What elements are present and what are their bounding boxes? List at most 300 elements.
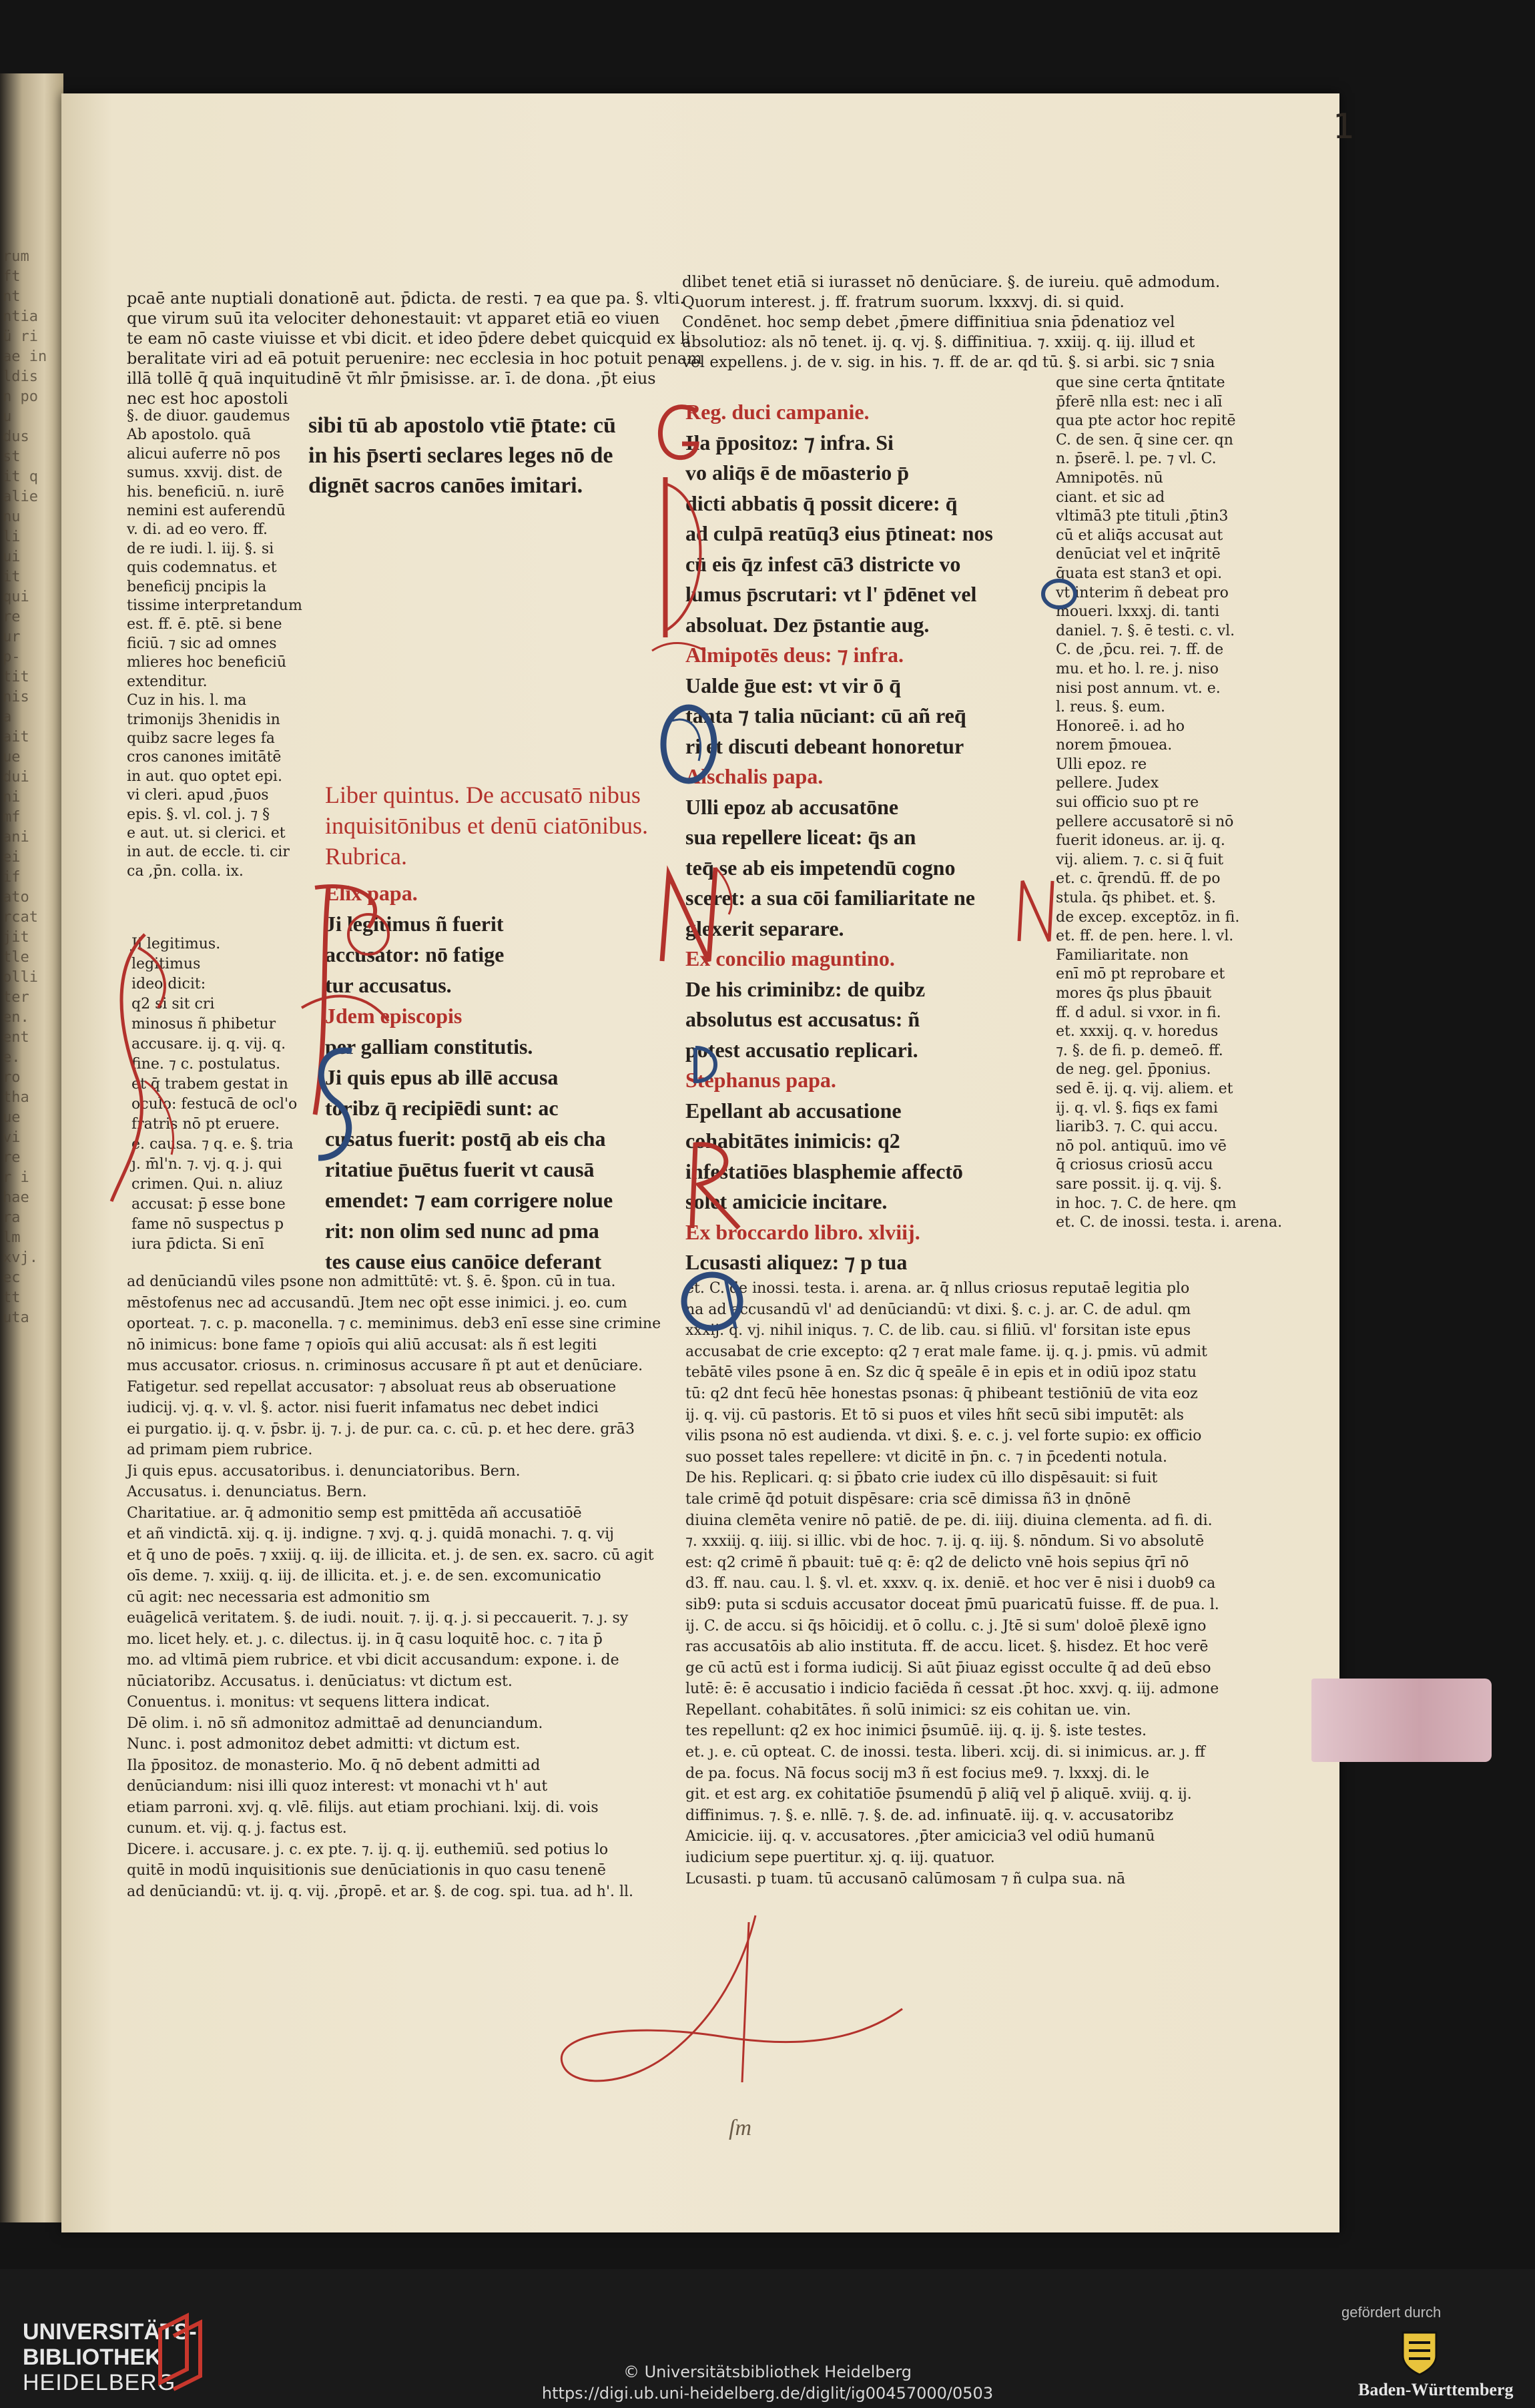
- text-line: minosus ñ phibetur: [131, 1016, 276, 1032]
- text-line: Honoreē. i. ad ho: [1056, 717, 1185, 735]
- text-line: d3. ff. nau. cau. l. §. vl. et. xxxv. q. ix. deniē. et hoc ver ē nisi i duob9 ca: [685, 1575, 1216, 1592]
- text-line: lumus p̄scrutari: vt l' p̄dēnet vel: [685, 582, 977, 606]
- text-line: ca ,p̄n. colla. ix.: [127, 862, 244, 880]
- right-gloss-side: [1056, 374, 1283, 1233]
- edge-fragment: rum: [3, 248, 29, 265]
- text-line: Jdem episcopis: [325, 1004, 463, 1028]
- text-line: sed ē. ij. q. vij. aliem. et: [1056, 1080, 1233, 1097]
- text-line: fine. ⁊ c. postulatus.: [131, 1056, 281, 1073]
- text-line: in aut. de eccle. ti. cir: [127, 844, 290, 861]
- right-gloss-bottom-lines: [685, 1278, 1233, 1889]
- text-line: in aut. quo optet epi.: [127, 768, 282, 785]
- right-gloss-side-lines: [1056, 374, 1283, 1233]
- text-line: Ji legitimus ñ fuerit: [325, 912, 504, 936]
- text-line: accusat: p̄ esse bone: [131, 1196, 286, 1213]
- edge-fragment: st: [3, 448, 21, 465]
- edge-fragment: ue: [3, 1109, 21, 1126]
- text-line: sua repellere liceat: q̄s an: [685, 825, 916, 849]
- text-line: beralitate viri ad eā potuit peruenire: nec ecclesia in hoc potuit penam: [127, 349, 702, 368]
- text-line: et. ff. de pen. here. l. vl.: [1056, 928, 1234, 945]
- text-line: De his criminibz: de quibz: [685, 976, 926, 1001]
- edge-fragment: olli: [3, 969, 38, 986]
- text-line: qua pte actor hoc repitē: [1056, 412, 1236, 430]
- text-line: accusator: nō fatige: [325, 942, 505, 966]
- text-line: Familiaritate. non: [1056, 946, 1189, 964]
- text-line: solet amicicie incitare.: [685, 1189, 888, 1213]
- edge-fragment: ntia: [3, 308, 38, 325]
- text-line: tur accusatus.: [325, 973, 452, 997]
- text-line: tale crimē q̄d potuit dispēsare: cria scē dimissa ñ3 in ḍnōnē: [685, 1490, 1131, 1508]
- text-line: emendet: ⁊ eam corrigere nolue: [325, 1188, 613, 1212]
- edge-fragment: xvj.: [3, 1249, 38, 1266]
- red-initial-n-flourish: [649, 861, 742, 974]
- text-line: Ila p̄positoz: ⁊ infra. Si: [685, 430, 894, 455]
- text-line: moueri. lxxxj. di. tanti: [1056, 603, 1220, 621]
- edge-fragment: ae in: [3, 348, 47, 365]
- text-line: ⁊. §. de fi. p. demeō. ff.: [1056, 1042, 1223, 1059]
- text-line: vi cleri. apud ,p̄uos: [127, 787, 269, 804]
- edge-fragment: ato: [3, 889, 29, 906]
- text-line: Charitatiue. ar. q̄ admonitio semp est pmittēda añ accusatiōē: [127, 1504, 582, 1522]
- left-page-edge-text: [3, 247, 60, 1328]
- edge-fragment: ro: [3, 1069, 21, 1086]
- text-line: de re iudi. l. iij. §. si: [127, 540, 274, 557]
- text-line: potest accusatio replicari.: [685, 1037, 918, 1062]
- bottom-red-flourish: [542, 1909, 916, 2149]
- edge-fragment: it q: [3, 469, 38, 485]
- text-line: e. causa. ⁊ q. e. §. tria: [131, 1136, 294, 1153]
- text-line: mus accusator. criosus. n. criminosus accusare ñ pt aut et denūciare.: [127, 1358, 643, 1374]
- edge-fragment: alie: [3, 489, 38, 505]
- right-gloss-top-lines: [682, 272, 1229, 372]
- edge-fragment: nt: [3, 288, 21, 305]
- library-name-line-1: UNIVERSITÄTS-: [23, 2319, 197, 2345]
- edge-fragment: re: [3, 609, 21, 625]
- text-line: euāgelicā veritatem. §. de iudi. nouit. ⁊. ij. q. j. si peccauerit. ⁊. ȷ. sy: [127, 1610, 629, 1626]
- baden-wuerttemberg-crest-icon: [1400, 2329, 1440, 2376]
- text-line: ciant. et sic ad: [1056, 489, 1165, 506]
- text-line: mo. licet hely. et. ȷ. c. dilectus. ij. in q̄ casu loquitē hoc. c. ⁊ ita p̄: [127, 1630, 603, 1648]
- text-line: diffinimus. ⁊. §. e. nllē. ⁊. §. de. ad. infinuatē. iij. q. v. accusatoribz: [685, 1807, 1174, 1824]
- text-line: De his. Replicari. q: si p̄bato crie iudex cū illo dispēsauit: si fuit: [685, 1470, 1158, 1487]
- red-initial-r-flourish: [672, 1135, 759, 1235]
- text-line: q̄ criosus criosū accu: [1056, 1157, 1213, 1174]
- edge-fragment: ani: [3, 829, 29, 846]
- text-line: ad primam piem rubrice.: [127, 1442, 313, 1458]
- text-line: oīs deme. ⁊. xxiij. q. iij. de illicita. et. j. e. de sen. excomunicatio: [127, 1568, 601, 1584]
- text-line: cros canones imitātē: [127, 749, 282, 766]
- edge-fragment: r i: [3, 1169, 29, 1186]
- text-line: quibz sacre leges fa: [127, 729, 275, 747]
- text-line: ri et discuti debeant honoretur: [685, 733, 964, 758]
- text-line: Ex broccardo libro. xlviij.: [685, 1219, 920, 1244]
- text-line: C. de ,p̄cu. rei. ⁊. ff. de: [1056, 641, 1224, 659]
- blue-initial-o-right-gloss: [1036, 574, 1083, 614]
- text-line: Fatigetur. sed repellat accusator: ⁊ absoluat reus ab obseruatione: [127, 1378, 617, 1396]
- text-line: daniel. ⁊. §. ē testi. c. vl.: [1056, 622, 1235, 639]
- text-line: Dicere. i. accusare. j. c. ex pte. ⁊. ij. q. ij. euthemiū. sed potius lo: [127, 1841, 609, 1858]
- text-line: Conuentus. i. monitus: vt sequens littera indicat.: [127, 1694, 491, 1711]
- text-line: tes cause eius canōice deferant: [325, 1249, 602, 1273]
- text-line: Dē olim. i. nō sñ admonitoz admittaē ad denunciandum.: [127, 1715, 543, 1732]
- left-gloss-top: [127, 288, 702, 408]
- edge-fragment: qui: [3, 589, 29, 605]
- text-line: n. p̄serē. l. pe. ⁊ vl. C.: [1056, 450, 1217, 468]
- edge-fragment: ait: [3, 729, 29, 745]
- red-initial-g: [649, 397, 709, 471]
- library-name-line-2: BIBLIOTHEK: [23, 2345, 162, 2370]
- text-line: nō pol. antiquū. imo vē: [1056, 1137, 1227, 1155]
- left-main-text-top-lines: [308, 410, 682, 501]
- text-line: ideo dicit:: [131, 976, 206, 992]
- text-line: oporteat. ⁊. c. p. maconella. ⁊ c. meminimus. deb3 enī esse sine crimine: [127, 1315, 661, 1332]
- text-line: nō inimicus: bone fame ⁊ opioīs qui aliū accusat: als ñ est legiti: [127, 1336, 597, 1353]
- text-line: liarib3. ⁊. C. qui accu.: [1056, 1119, 1218, 1136]
- text-line: Amnipotēs. nū: [1056, 469, 1163, 487]
- text-line: que virum suū ita velociter dehonestauit: vt apparet etiā eo viuen: [127, 309, 660, 328]
- text-line: et. xxxij. q. v. horedus: [1056, 1023, 1219, 1040]
- text-line: toribz q̄ recipiēdi sunt: ac: [325, 1096, 559, 1120]
- text-line: est: q2 crimē ñ pbauit: tuē q: ē: q2 de delicto vnē hois sepius q̄rī nō: [685, 1554, 1189, 1571]
- edge-fragment: hae: [3, 1189, 29, 1206]
- text-line: Elix papa.: [325, 881, 418, 905]
- text-line: extenditur.: [127, 673, 208, 690]
- right-gloss-bottom: [685, 1278, 1233, 1889]
- text-line: illā tollē q̄ quā inquitudinē v̄t m̄lr p̄misisse. ar. ī. de dona. ,p̄t eius: [127, 369, 656, 388]
- text-line: cusatus fuerit: postq̄ ab eis cha: [325, 1127, 606, 1151]
- text-line: nemini est auferendū: [127, 503, 286, 520]
- text-line: Reg. duci campanie.: [685, 400, 870, 424]
- text-line: ff. d adul. si vxor. in fi.: [1056, 1004, 1221, 1021]
- left-gloss-bottom: [127, 1271, 687, 1902]
- text-line: ei purgatio. ij. q. v. p̄sbr. ij. ⁊. j. de pur. ca. c. cū. p. et hec dere. grā3: [127, 1420, 635, 1438]
- edge-fragment: n po: [3, 388, 38, 405]
- text-line: accusare. ij. q. vij. q.: [131, 1036, 286, 1052]
- text-line: Epellant ab accusatione: [685, 1098, 902, 1123]
- blue-initial-d-small: [685, 1041, 725, 1088]
- text-line: v. di. ad eo vero. ff.: [127, 521, 268, 539]
- blue-initial-a: [675, 1265, 749, 1338]
- text-line: tes repellunt: q2 ex hoc inimici p̄sumūē. iij. q. ij. §. iste testes.: [685, 1723, 1147, 1740]
- text-line: legitimus: [131, 956, 201, 972]
- text-line: ras accusatōis ab alio instituta. ff. de accu. licet. §. hisdez. Et hoc verē: [685, 1638, 1209, 1656]
- text-line: iura p̄dicta. Si enī: [131, 1236, 264, 1253]
- text-line: na ad accusandū vl' ad denūciandū: vt dixi. §. c. j. ar. C. de adul. qm: [685, 1301, 1191, 1318]
- edge-fragment: tle: [3, 949, 29, 966]
- text-line: Ulli epoz ab accusatōne: [685, 794, 899, 819]
- text-line: vt interim ñ debeat pro: [1056, 584, 1229, 601]
- edge-fragment: nis: [3, 689, 29, 705]
- edge-fragment: vi: [3, 1129, 21, 1146]
- edge-fragment: ec: [3, 1269, 21, 1286]
- text-line: his. beneficiū. n. iurē: [127, 483, 284, 501]
- text-line: denūciandum: nisi illi quoz interest: vt monachi vt h' aut: [127, 1778, 548, 1795]
- edge-fragment: jit: [3, 929, 29, 946]
- text-line: cū et aliq̄s accusat aut: [1056, 527, 1223, 544]
- red-initial-d-flourish: [645, 471, 719, 657]
- text-line: dicti abbatis q̄ possit dicere: q̄: [685, 491, 958, 515]
- copyright-text: [0, 2363, 1535, 2381]
- text-line: absolutioz: als nō tenet. ij. q. vj. §. diffinitiua. ⁊. xxiij. q. iij. illud et: [682, 334, 1195, 351]
- text-line: et q̄ trabem gestat in: [131, 1076, 288, 1093]
- text-line: trimonijs 3henidis in: [127, 711, 280, 728]
- right-gloss-top: [682, 272, 1229, 372]
- text-line: crimen. Qui. n. aliuz: [131, 1176, 283, 1193]
- text-line: epis. §. vl. col. j. ⁊ §: [127, 806, 270, 823]
- edge-fragment: tit: [3, 669, 29, 685]
- text-line: mēstofenus nec ad accusandū. Jtem nec op̄t esse inimici. j. eo. cum: [127, 1294, 627, 1311]
- text-line: ad culpā reatūq3 eius p̄tineat: nos: [685, 521, 993, 545]
- text-line: ad denūciandū: vt. ij. q. vij. ,p̄ropē. et ar. §. de cog. spi. tua. ad h'. ll.: [127, 1883, 634, 1900]
- text-line: teq̄ se ab eis impetendū cogno: [685, 855, 956, 880]
- text-line: Condēnet. hoc semp debet ,p̄mere diffinitiua snia p̄denatioz vel: [682, 314, 1175, 331]
- text-line: quis codemnatus. et: [127, 559, 277, 577]
- text-line: accusabat de crie excepto: q2 ⁊ erat male fame. ij. q. j. pmis. vū admit: [685, 1343, 1207, 1360]
- text-line: glexerit separare.: [685, 916, 844, 940]
- edge-fragment: u: [3, 408, 12, 425]
- text-line: Ji legitimus.: [131, 936, 221, 952]
- edge-fragment: ra: [3, 1209, 21, 1226]
- text-line: nisi post annum. vt. e.: [1056, 679, 1221, 697]
- left-gloss-side-lines: [127, 407, 302, 881]
- text-line: per galliam constitutis.: [325, 1034, 533, 1059]
- source-url-text: https://digi.ub.uni-heidelberg.de/diglit/ig00457000/0503: [541, 2384, 994, 2403]
- text-line: que sine certa q̄ntitate: [1056, 374, 1225, 391]
- text-line: diuina clemēta venire nō patiē. de pe. di. iiij. diuina clementa. ad fi. di.: [685, 1512, 1213, 1529]
- text-line: enī mō pt reprobare et: [1056, 966, 1225, 983]
- text-line: fratris nō pt eruere.: [131, 1116, 280, 1133]
- edge-fragment: mf: [3, 809, 21, 826]
- text-line: absolutus est accusatus: ñ: [685, 1007, 920, 1031]
- page-number: 1: [1333, 107, 1355, 147]
- text-line: Repellant. cohabitātes. ñ solū inimici: sz eis cohitan ue. vin.: [685, 1701, 1131, 1719]
- edge-fragment: ter: [3, 989, 29, 1006]
- text-line: pellere. Judex: [1056, 775, 1159, 792]
- text-line: vltimā3 pte tituli ,p̄tin3: [1056, 508, 1229, 525]
- text-line: q̄uata est stan3 et opi.: [1056, 565, 1223, 582]
- text-line: q2 si sit cri: [131, 996, 215, 1012]
- text-line: tebātē viles psone ā en. Sz dic q̄ speāle ē in epis et in odiū ipoz statu: [685, 1364, 1197, 1382]
- edge-fragment: ft: [3, 268, 21, 285]
- text-line: ij. q. vl. §. fiqs ex fami: [1056, 1099, 1218, 1117]
- text-line: fame nō suspectus p: [131, 1216, 284, 1233]
- edge-fragment: dus: [3, 428, 29, 445]
- text-line: ge cū actū est i forma iudicij. Si aūt p̄iuaz egisst occulte q̄ ad deū ebso: [685, 1659, 1211, 1677]
- text-line: mo. ad vltimā piem rubrice. et vbi dicit accusandum: expone. i. de: [127, 1652, 619, 1669]
- text-line: nūciatoribz. Accusatus. i. denūciatus: vt dictum est.: [127, 1673, 513, 1690]
- red-initial-n-right-gloss: [1009, 874, 1062, 948]
- blue-initial-s: [298, 1038, 372, 1171]
- text-line: Ualde ḡue est: vt vir ō q̄: [685, 673, 901, 697]
- edge-fragment: e.: [3, 1049, 21, 1066]
- text-line: et. C. de inossi. testa. i. arena.: [1056, 1214, 1283, 1231]
- text-line: dignēt sacros canōes imitari.: [308, 473, 583, 498]
- text-line: et. c. q̄rendū. ff. de po: [1056, 870, 1221, 888]
- edge-fragment: tt: [3, 1289, 21, 1306]
- red-initial-l-flourish: [98, 928, 192, 1208]
- text-line: de excep. exceptōz. in fi.: [1056, 908, 1240, 926]
- text-line: sumus. xxvij. dist. de: [127, 465, 283, 482]
- text-line: sceret: a sua cōi familiaritate ne: [685, 886, 975, 910]
- text-line: ritatiue p̄uētus fuerit vt causā: [325, 1157, 595, 1181]
- text-line: infestatiōes blasphemie affectō: [685, 1159, 963, 1183]
- text-line: mlieres hoc beneficiū: [127, 654, 286, 671]
- text-line: et. C. de inossi. testa. i. arena. ar. q̄ nllus criosus reputaē legitia plo: [685, 1280, 1190, 1297]
- text-line: tanta ⁊ talia nūciant: cū añ req̄: [685, 703, 966, 727]
- text-line: de pa. focus. Nā focus socij m3 ñ est focius me9. ⁊. lxxxj. di. le: [685, 1765, 1150, 1782]
- left-gloss-top-lines: [127, 288, 702, 408]
- text-line: alicui auferre nō pos: [127, 445, 281, 463]
- edge-fragment: lm: [3, 1229, 21, 1246]
- text-line: mores q̄s plus p̄bauit: [1056, 985, 1212, 1002]
- edge-fragment: rcat: [3, 909, 38, 926]
- text-line: vij. aliem. ⁊. c. si q̄ fuit: [1056, 851, 1224, 868]
- text-line: p̄ferē nlla est: nec i alī: [1056, 393, 1223, 410]
- text-line: §. de diuor. gaudemus: [127, 408, 290, 424]
- text-line: stula. q̄s phibet. et. §.: [1056, 890, 1216, 907]
- copyright-label: © Universitätsbibliothek Heidelberg: [623, 2363, 912, 2381]
- text-line: Lcusasti aliquez: ⁊ p tua: [685, 1250, 908, 1274]
- edge-fragment: if: [3, 869, 21, 886]
- text-line: et. ȷ. e. cū opteat. C. de inossi. testa. liberi. xcij. di. si inimicus. ar. ȷ. ff: [685, 1744, 1205, 1761]
- edge-fragment: en.: [3, 1009, 29, 1026]
- text-line: cohabitātes inimicis: q2: [685, 1129, 900, 1153]
- book-page: [61, 93, 1355, 2232]
- edge-fragment: p-: [3, 649, 21, 665]
- edge-fragment: ue: [3, 749, 21, 766]
- text-line: Ex concilio maguntino.: [685, 946, 895, 970]
- text-line: et añ vindictā. xij. q. ij. indigne. ⁊ xvj. q. j. quidā monachi. ⁊. q. vij: [127, 1526, 615, 1542]
- text-line: in his p̄serti seclares leges nō de: [308, 443, 613, 468]
- funding-name: Baden-Württemberg: [1358, 2380, 1514, 2399]
- text-line: Amicicie. iij. q. v. accusatores. ,p̄ter amicicia3 vel odiū humanū: [685, 1828, 1155, 1845]
- book-rubric: [325, 780, 672, 872]
- text-line: tissime interpretandum: [127, 597, 302, 615]
- text-line: beneficij pncipis la: [127, 578, 267, 595]
- edge-fragment: ent: [3, 1029, 29, 1046]
- text-line: in hoc. ⁊. C. de here. qm: [1056, 1195, 1237, 1212]
- source-url[interactable]: [0, 2384, 1535, 2403]
- text-line: vilis psona nō est audienda. vt dixi. §. e. c. j. vel forte supio: ex officio: [685, 1428, 1202, 1445]
- text-line: Alschalis papa.: [685, 764, 824, 788]
- bottom-marginalia: [729, 2116, 751, 2141]
- text-line: etiam parroni. xvj. q. vlē. filijs. aut etiam prochiani. lxij. di. vois: [127, 1799, 599, 1816]
- text-line: pellere accusatorē si nō: [1056, 813, 1234, 830]
- text-line: nec est hoc apostoli: [127, 389, 288, 408]
- left-gloss-bottom-lines: [127, 1271, 687, 1902]
- text-line: ij. C. de accu. si q̄s hōicidij. et ō collu. c. j. Jtē si sum' doloē p̄lexē igno: [685, 1617, 1207, 1634]
- edge-fragment: it: [3, 569, 21, 585]
- edge-fragment: a: [3, 709, 12, 725]
- text-line: suo posset tales repellere: vt dicitē in p̄n. c. ⁊ in p̄cedenti notula.: [685, 1448, 1168, 1466]
- text-line: e aut. ut. si clerici. et: [127, 824, 286, 842]
- text-line: dlibet tenet etiā si iurasset nō denūciare. §. de iureiu. quē admodum.: [682, 274, 1221, 291]
- bottom-marginalia-text: ſm: [729, 2116, 751, 2140]
- text-line: Ji quis epus. accusatoribus. i. denunciatoribus. Bern.: [127, 1462, 521, 1480]
- edge-fragment: re: [3, 1149, 21, 1166]
- text-line: l. reus. §. eum.: [1056, 699, 1166, 716]
- text-line: Ab apostolo. quā: [127, 426, 252, 444]
- text-line: denūciat vel et inq̄ritē: [1056, 546, 1221, 563]
- text-line: ȷ. m̄l'n. ⁊. vj. q. j. qui: [131, 1156, 282, 1173]
- left-main-text-top: [308, 410, 682, 501]
- text-line: C. de sen. q̄ sine cer. qn: [1056, 431, 1233, 448]
- left-gloss-side: [127, 407, 302, 881]
- library-name-line-3: HEIDELBERG: [23, 2370, 176, 2395]
- text-line: et q̄ uno de poēs. ⁊ xxiij. q. iij. de illicita. et. j. de sen. ex. sacro. cū agit: [127, 1546, 654, 1564]
- edge-fragment: ni: [3, 789, 21, 806]
- edge-fragment: ldis: [3, 368, 38, 385]
- text-line: fuerit idoneus. ar. ij. q.: [1056, 832, 1225, 850]
- text-line: mu. et ho. l. re. j. niso: [1056, 660, 1219, 677]
- text-line: xxxij. q. vj. nihil iniqus. ⁊. C. de lib. cau. si filiū. vl' forsitan iste epus: [685, 1322, 1191, 1339]
- text-line: ficiū. ⁊ sic ad omnes: [127, 635, 277, 652]
- text-line: Accusatus. i. denunciatus. Bern.: [127, 1484, 367, 1500]
- text-line: Quorum interest. j. ff. fratrum suorum. lxxxvj. di. si quid.: [682, 294, 1125, 311]
- edge-fragment: ei: [3, 849, 21, 866]
- text-line: cū agit: nec necessaria est admonitio sm: [127, 1588, 430, 1606]
- text-line: sib9: puta si scduis accusator doceat p̄mū puaricatū fuisse. ff. de pua. l.: [685, 1596, 1219, 1613]
- text-line: est. ff. ē. ptē. si bene: [127, 616, 282, 633]
- edge-fragment: ui: [3, 549, 21, 565]
- text-line: Lcusasti. p tuam. tū accusanō calūmosam ⁊ ñ culpa sua. nā: [685, 1870, 1126, 1887]
- text-line: git. et est arg. ex cohitatiōe p̄sumendū p̄ aliq̄ vel p̄ aliquē. xviij. q. ij.: [685, 1786, 1192, 1803]
- edge-fragment: tha: [3, 1089, 29, 1106]
- text-line: vo aliq̄s ē de mōasterio p̄: [685, 461, 910, 485]
- text-line: oculo: festucā de ocl'o: [131, 1096, 298, 1113]
- text-line: cunum. et. vij. q. j. factus est.: [127, 1820, 347, 1837]
- text-line: tū: q2 dnt fecū hēe honestas psonas: q̄ phibeant testiōniū de vita eoz: [685, 1385, 1198, 1402]
- text-line: sibi tū ab apostolo vtiē p̄tate: cū: [308, 413, 616, 438]
- text-line: Ji quis epus ab illē accusa: [325, 1065, 559, 1089]
- text-line: norem p̄mouea.: [1056, 737, 1173, 754]
- pink-page-tab: [1311, 1679, 1492, 1762]
- text-line: ij. q. vij. cū pastoris. Et tō si puos et viles hñt secū sibi imputēt: als: [685, 1406, 1184, 1424]
- text-line: Cuz in his. l. ma: [127, 692, 247, 709]
- text-line: sui officio suo pt re: [1056, 794, 1199, 812]
- text-line: iudicium sepe puertitur. xj. q. iij. quatuor.: [685, 1849, 995, 1867]
- edge-fragment: nu: [3, 509, 21, 525]
- text-line: Ila p̄positoz. de monasterio. Mo. q̄ nō debent admitti ad: [127, 1757, 541, 1774]
- text-line: ⁊. xxxiij. q. iiij. si illic. vbi de hoc. ⁊. ij. q. iij. §. nōndum. Si vo absolutē: [685, 1533, 1205, 1550]
- text-line: te eam nō caste viuisse et vbi dicit. et ideo p̄dere debet quicquid ex li: [127, 329, 691, 348]
- text-line: Stephanus papa.: [685, 1068, 836, 1092]
- left-page-edge: [0, 73, 63, 2222]
- edge-fragment: li: [3, 529, 21, 545]
- text-line: quitē in modū inquisitionis sue denūciationis in quo casu tenenē: [127, 1862, 606, 1879]
- text-line: Ulli epoz. re: [1056, 756, 1147, 773]
- text-line: ad denūciandū viles psone non admittūtē: vt. §. ē. §pon. cū in tua.: [127, 1273, 616, 1290]
- edge-fragment: dui: [3, 769, 29, 786]
- text-line: iudicij. vj. q. v. vl. §. actor. nisi fuerit infamatus nec debet indici: [127, 1400, 599, 1416]
- blue-initial-o: [652, 694, 725, 794]
- edge-fragment: uta: [3, 1309, 29, 1326]
- text-line: de neg. gel. p̄ponius.: [1056, 1061, 1211, 1079]
- text-line: Almipotēs deus: ⁊ infra.: [685, 643, 904, 667]
- funding-label: gefördert durch: [1341, 2304, 1442, 2321]
- text-line: lutē: ē: ē accusatio i indicio faciēda ñ cessat .p̄t hoc. xxvj. q. iij. admone: [685, 1681, 1219, 1698]
- text-line: pcaē ante nuptiali donationē aut. p̄dicta. de resti. ⁊ ea que pa. §. vlti.: [127, 289, 685, 308]
- text-line: Nunc. i. post admonitoz debet admitti: vt dictum est.: [127, 1736, 521, 1753]
- text-line: cū eis q̄z infest cā3 districte vo: [685, 551, 961, 576]
- text-line: sare possit. ij. q. vij. §.: [1056, 1175, 1222, 1193]
- rubric-text: Liber quintus. De accusatō nibus inquisitōnibus et denū ciatōnibus. Rubrica.: [325, 782, 648, 870]
- text-line: vel expellens. j. de v. sig. in his. ⁊. ff. de ar. qd tū. §. si arbi. sic ⁊ snia: [682, 354, 1215, 371]
- text-line: rit: non olim sed nunc ad pma: [325, 1219, 599, 1243]
- text-line: absoluat. Dez p̄stantie aug.: [685, 612, 930, 637]
- edge-fragment: ur: [3, 629, 21, 645]
- edge-fragment: ü ri: [3, 328, 38, 345]
